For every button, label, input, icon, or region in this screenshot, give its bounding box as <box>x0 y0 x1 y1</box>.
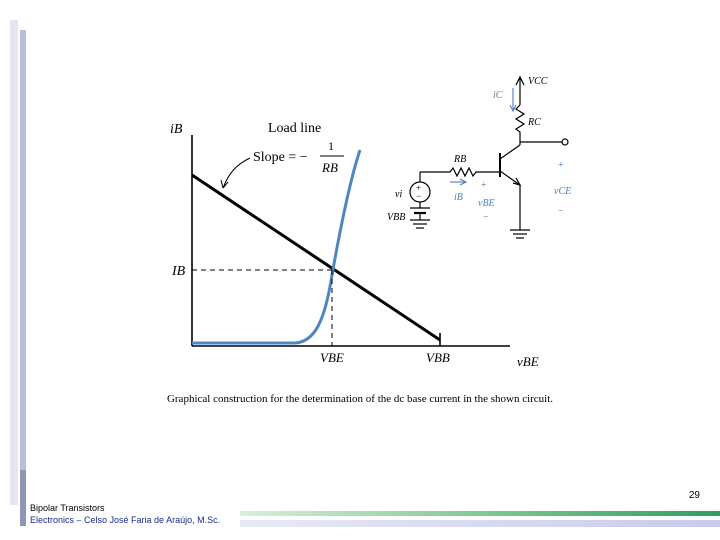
footer-decor-bar-green <box>240 511 720 516</box>
vbe-circuit-label: vBE <box>478 198 495 209</box>
bjt-graphical-construction-diagram <box>160 70 590 375</box>
footer-title: Bipolar Transistors <box>30 503 105 513</box>
vce-minus: − <box>558 206 564 217</box>
source-plus: + <box>416 183 422 193</box>
vi-label: vi <box>395 189 403 200</box>
left-decor-bar-light <box>10 20 18 505</box>
vce-label: vCE <box>554 186 572 197</box>
load-line <box>192 175 440 340</box>
vbb-label: VBB <box>426 350 450 365</box>
rb-resistor <box>420 168 500 176</box>
rb-label: RB <box>454 154 467 165</box>
y-axis-label: iB <box>170 122 183 137</box>
vbb-source-label: VBB <box>387 212 406 223</box>
vbe-label: VBE <box>320 350 344 365</box>
footer-author: Electronics – Celso José Faria de Araújo, M.Sc. <box>30 515 221 525</box>
x-axis-label: vBE <box>517 354 539 369</box>
vce-plus: + <box>558 160 564 171</box>
rc-resistor <box>516 105 524 145</box>
left-decor-bar-dark <box>20 470 26 526</box>
input-characteristic-curve <box>192 150 360 343</box>
slope-denominator: RB <box>322 160 338 175</box>
vbe-minus: − <box>483 212 489 223</box>
footer-decor-bar-lavender <box>240 520 720 527</box>
rc-label: RC <box>528 117 541 128</box>
ib-circuit-label: iB <box>454 192 463 203</box>
left-decor-bar <box>20 30 26 525</box>
figure-caption: Graphical construction for the determination of the dc base current in the shown circuit. <box>166 393 554 405</box>
slope-label: Slope = − <box>253 150 308 165</box>
source-minus: − <box>416 191 422 201</box>
bjt-circuit <box>410 77 568 238</box>
vbe-plus: + <box>481 180 487 191</box>
page-number: 29 <box>688 490 700 501</box>
vcc-label: VCC <box>528 76 548 87</box>
ic-label: iC <box>493 90 503 101</box>
slope-numerator: 1 <box>328 139 334 153</box>
ib-label: IB <box>172 264 186 279</box>
load-line-label: Load line <box>268 121 322 136</box>
